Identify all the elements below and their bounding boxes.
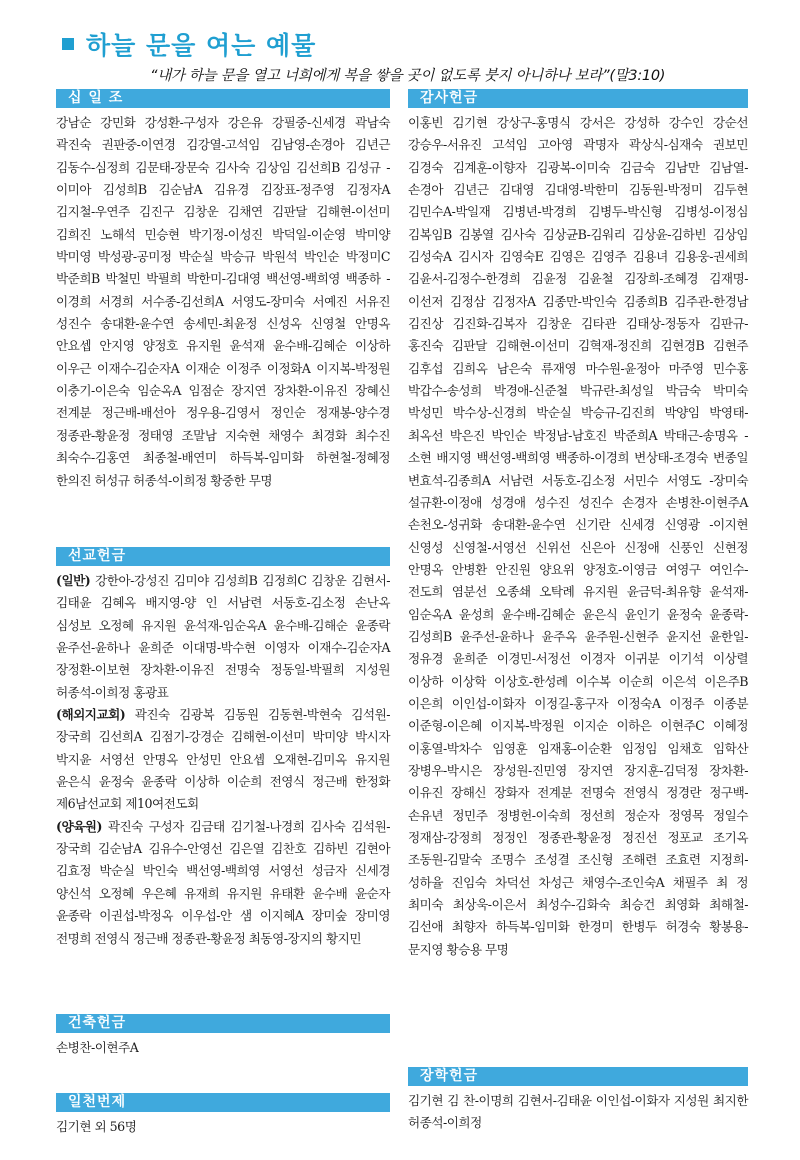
thanks-donor-list: 이홍빈 김기현 강상구-홍명식 강서은 강성하 강수인 강순선 강승우-서유진 고석임 고아영 곽명자 곽상식-심재숙 권보민 김경숙 김계훈-이향자 김광복-이미숙 김금숙 김남만 김남열-손경아 김년근 김대영 김대영-박한미 김동원-박정미 김두현 김민수A-박일재 김병년-박경희 김병두-박신형 김병성-이정심 김복임B 김봉열 김사숙 김상균B-김워리 김상윤-김하빈 김상임 김성숙A 김시자 김영숙E 김영은 김영주 김용녀 김용웅-권세희 김윤서-김정수-한경희 김윤정 김윤철 김장희-조혜경 김재명-이선저 김정삼 김정자A 김종만-박인숙 김종희B 김주관-한경남 김진상 김진화-김복자 김창운 김타관 김태상-정동자 김판규-홍진숙 김판달 김해현-이선미 김혁재-정진희 김현경B 김현주 김후섭 김희옥 남은숙 류재영 마수원-윤정아 마주영 민수홍 박갑수-송성희 박경애-신준철 박규란-최성일 박금숙 박미숙 박성민 박수상-신경희 박순실 박승규-김진희 박양임 박영태-최옥선 박은진 박인순 박정남-남호진 박준희A 박태근-송명옥 -소현 배지영 백선영-백희영 백종하-이경희 변상태-조경숙 변종일 변효석-김종희A 서남련 서동호-김소정 서민수 서영도 -장미숙 설규환-이정애 성경애 성수진 성진수 손경자 손병찬-이현주A 손천오-성귀화 송대환-윤수연 신기란 신세경 신영광 -이지현 신영성 신영철-서영선 신위선 신은아 신정애 신풍인 신현정 안명옥 안병환 안진원 양요위 양정호-이영금 여영구 여인수-전도희 염분선 오종쇄 오탁례 유지원 윤금덕-최유향 윤석재-임순옥A 윤성희 윤수배-김혜순 윤은식 윤인기 윤정숙 윤종락-김성희B 윤주선-윤하나 윤주옥 윤주원-신현주 윤지선 윤한일-정유경 윤희준 이경민-서정선 이경자 이귀분 이기석 이상렬 이상하 이상학 이상호-한성례 이수복 이순희 이은석 이은주B 이은희 이인섭-이화자 이정길-홍구자 이정숙A 이정주 이종분 이준형-이은혜 이지복-박정원 이지순 이하은 이현주C 이혜정 이홍열-박차수 임영훈 임재홍-이순환 임정임 임채호 임학산 장병우-박시은 장성원-진민영 장지연 장지훈-김덕정 장차환-이유진 장해신 장화자 전계분 전명숙 전영식 정경란 정구백-손유년 정민주 정병헌-이숙희 정선희 정순자 정영목 정일수 정재삼-강정희 정정인 정종관-황윤정 정진선 정포교 조기옥 조동원-김말숙 조명수 조성결 조신형 조해련 조효련 지정희-성하율 진임숙 차덕선 차성근 채영수-조인숙A 채필주 최 정 최미숙 최상욱-이은서 최성수-김화숙 최승건 최영화 최해철-김선애 최향자 하득복-임미화 한경미 한병두 허경숙 황봉용-문지영 황승용 무명 bbox=[408, 115, 748, 957]
mission-group-names: 강한아-강성진 김미야 김성희B 김정희C 김창운 김현서-김태윤 김혜옥 배지영-양 인 서남련 서동호-김소정 손난옥 심성보 오정혜 유지원 윤석재-임순옥A 윤수배-김해순 윤종락 윤주선-윤하나 윤희준 이대명-박수현 이영자 이재수-김순자A 장정환-이보현 장차환-이유진 전명숙 정동일-박필희 지성원 허종석-이희정 홍광표 bbox=[56, 573, 390, 700]
scholarship-donor-list: 김기현 김 찬-이명희 김현서-김태윤 이인섭-이화자 지성원 최지한 허종석-이희정 bbox=[408, 1093, 748, 1131]
mission-group-names: 곽진숙 구성자 김금태 김기철-나경희 김사숙 김석원-장국희 김순남A 김유수-안영선 김은열 김찬호 김하빈 김현아 김효정 박순실 박인숙 백선영-백희영 서영선 성금자 신세경 양신석 오정혜 우은혜 유재희 유지원 유태환 윤수배 윤순자 윤종락 이권섭-박정옥 이우섭-안 샘 이지혜A 장미숲 장미영 전명희 전영식 정근배 정종관-황윤정 최동영-장지의 황지민 bbox=[56, 818, 390, 946]
thanks-section bbox=[408, 89, 748, 961]
scholarship-section bbox=[408, 1067, 748, 1135]
square-bullet-icon bbox=[62, 38, 74, 50]
mission-group-orphanage bbox=[56, 816, 390, 950]
building-donor-list: 손병찬-이현주A bbox=[56, 1040, 139, 1055]
thanks-header: 감사헌금 bbox=[408, 89, 748, 108]
scholarship-header: 장학헌금 bbox=[408, 1067, 748, 1086]
scripture-quote: “내가 하늘 문을 열고 너희에게 복을 쌓을 곳이 없도록 붓지 아니하나 보라”(말3:10) bbox=[150, 68, 666, 84]
page-title bbox=[62, 28, 316, 60]
tithe-donor-list: 강남순 강민화 강성환-구성자 강은유 강필중-신세경 곽남숙 곽진숙 권판중-이연경 김강열-고석임 김남영-손경아 김년근 김동수-심정희 김문태-장문숙 김사숙 김상임 김선희B 김성규 -이미아 김성희B 김순남A 김유경 김장표-정주영 김정자A 김지철-우연주 김진구 김창운 김채연 김판달 김해현-이선미 김희진 노해석 민승현 박기정-이성진 박덕일-이순영 박미양 박미영 박성광-공미정 박순실 박승규 박원석 박인순 박정미C 박준희B 박철민 박필희 박한미-김대영 백선영-백희영 백종하 -이경희 서경희 서수종-김선희A 서영도-장미숙 서예진 서유진 성진수 송대환-윤수연 송세민-최윤정 신성옥 신영철 안명옥 안요셉 안지영 양정호 유지원 윤석재 윤수배-김혜순 이상하 이우근 이재수-김순자A 이재순 이정주 이정화A 이지복-박정원 이충기-이은숙 임순옥A 임점순 장지연 장차환-이유진 장혜신 전계분 정근배-배선아 정우용-김영서 정인순 정재봉-양수경 정종관-황윤정 정태영 조말남 지숙현 채영수 최경화 최수진 최숙수-김홍연 최종철-배연미 하득복-임미화 하현철-정혜정 한의진 허성규 허종석-이희정 황중한 무명 bbox=[56, 115, 390, 488]
tithe-header: 십 일 조 bbox=[56, 89, 390, 108]
building-section bbox=[56, 1014, 390, 1059]
first-fruits-header: 일천번제 bbox=[56, 1093, 390, 1112]
mission-donor-list bbox=[56, 570, 390, 950]
mission-group-label: (양육원) bbox=[56, 818, 102, 834]
mission-section bbox=[56, 547, 390, 950]
tithe-section bbox=[56, 89, 390, 492]
mission-group-label: (일반) bbox=[56, 573, 91, 588]
mission-group-label: (해외지교회) bbox=[56, 707, 126, 723]
building-header: 건축헌금 bbox=[56, 1014, 390, 1033]
page-title-text: 하늘 문을 여는 예물 bbox=[86, 31, 317, 60]
mission-group-overseas bbox=[56, 704, 390, 816]
first-fruits-donor-list: 김기현 외 56명 bbox=[56, 1119, 137, 1134]
first-fruits-section bbox=[56, 1093, 390, 1138]
mission-group-general bbox=[56, 570, 390, 704]
mission-group-names: 곽진숙 김광복 김동원 김동현-박현숙 김석원-장국희 김선희A 김점기-강경순 김해현-이선미 박미양 박시자 박지윤 서영선 안명옥 안성민 안요셉 오재현-김미옥 유지원 윤은식 윤정숙 윤종락 이상하 이순희 전영식 정근배 한정화 제6남선교회 제10여전도회 bbox=[56, 707, 390, 812]
mission-header: 선교헌금 bbox=[56, 547, 390, 566]
